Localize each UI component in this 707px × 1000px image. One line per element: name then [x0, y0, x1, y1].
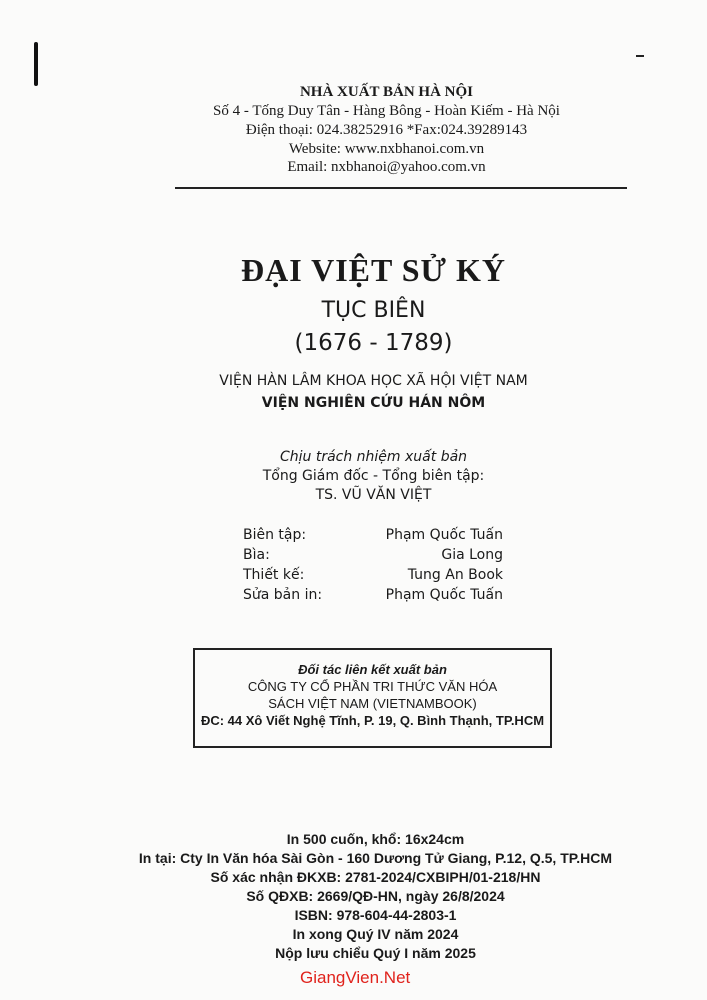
credit-row — [243, 587, 503, 603]
partner-box — [193, 648, 552, 748]
institute: VIỆN NGHIÊN CỨU HÁN NÔM — [261, 395, 486, 411]
divider — [175, 187, 627, 189]
credit-label: Thiết kế: — [243, 567, 305, 583]
watermark: GiangVien.Net — [300, 968, 411, 987]
colophon-line: ISBN: 978-604-44-2803-1 — [294, 907, 457, 923]
credit-label: Sửa bản in: — [243, 587, 323, 603]
scan-dash — [636, 55, 644, 57]
credit-value: Tung An Book — [407, 567, 503, 583]
publisher-email: Email: nxbhanoi@yahoo.com.vn — [287, 159, 486, 175]
credit-value: Phạm Quốc Tuấn — [385, 587, 503, 603]
credit-row — [243, 527, 503, 543]
credit-value: Gia Long — [441, 547, 503, 563]
publisher-name: NHÀ XUẤT BẢN HÀ NỘI — [299, 84, 474, 100]
publisher-website: Website: www.nxbhanoi.com.vn — [288, 141, 485, 157]
colophon-line: Nộp lưu chiểu Quý I năm 2025 — [275, 945, 476, 961]
credit-row — [243, 567, 503, 583]
partner-company-2: SÁCH VIỆT NAM (VIETNAMBOOK) — [268, 696, 477, 711]
colophon-line: In xong Quý IV năm 2024 — [292, 926, 459, 942]
partner-label: Đối tác liên kết xuất bản — [298, 662, 447, 677]
credit-row — [243, 547, 503, 563]
colophon-line: Số xác nhận ĐKXB: 2781-2024/CXBIPH/01-218/HN — [210, 869, 541, 885]
scan-mark — [34, 42, 38, 86]
academy: VIỆN HÀN LÂM KHOA HỌC XÃ HỘI VIỆT NAM — [219, 373, 528, 389]
book-subtitle: TỤC BIÊN — [321, 298, 426, 323]
book-title: ĐẠI VIỆT SỬ KÝ — [240, 252, 507, 288]
publisher-address: Số 4 - Tống Duy Tân - Hàng Bông - Hoàn Kiếm - Hà Nội — [213, 103, 560, 119]
publisher-phone: Điện thoại: 024.38252916 *Fax:024.39289143 — [245, 122, 528, 138]
partner-address: ĐC: 44 Xô Viết Nghệ Tĩnh, P. 19, Q. Bình Thạnh, TP.HCM — [200, 713, 545, 728]
responsible-name: TS. VŨ VĂN VIỆT — [315, 487, 432, 503]
colophon-line: Số QĐXB: 2669/QĐ-HN, ngày 26/8/2024 — [246, 888, 505, 904]
colophon-line: In tại: Cty In Văn hóa Sài Gòn - 160 Dương Tử Giang, P.12, Q.5, TP.HCM — [138, 850, 613, 866]
credit-label: Biên tập: — [243, 527, 307, 543]
book-years: (1676 - 1789) — [294, 330, 453, 356]
responsible-role: Tổng Giám đốc - Tổng biên tập: — [262, 468, 485, 484]
partner-company-1: CÔNG TY CỔ PHẦN TRI THỨC VĂN HÓA — [247, 679, 498, 694]
colophon-line: In 500 cuốn, khổ: 16x24cm — [286, 831, 465, 847]
responsible-label: Chịu trách nhiệm xuất bản — [279, 449, 468, 465]
credit-label: Bìa: — [243, 547, 270, 563]
credit-value: Phạm Quốc Tuấn — [385, 527, 503, 543]
